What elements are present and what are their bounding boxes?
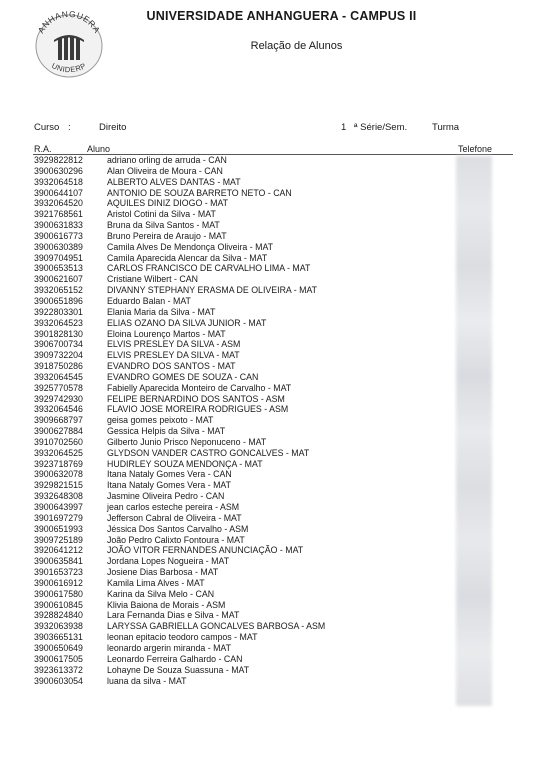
student-name: Josiene Dias Barbosa - MAT xyxy=(107,567,219,578)
student-ra: 3932064545 xyxy=(34,371,83,382)
table-row xyxy=(34,231,514,242)
student-name: JOÃO VITOR FERNANDES ANUNCIAÇÃO - MAT xyxy=(107,545,304,556)
table-row xyxy=(34,513,514,524)
student-name: Jordana Lopes Nogueira - MAT xyxy=(107,556,230,567)
table-row xyxy=(34,589,514,600)
student-ra: 3932065152 xyxy=(34,285,83,296)
student-ra: 3900631833 xyxy=(34,220,83,231)
table-row xyxy=(34,632,514,643)
student-name: Bruno Pereira de Araujo - MAT xyxy=(107,230,227,241)
table-row xyxy=(34,307,514,318)
student-name: Camila Alves De Mendonça Oliveira - MAT xyxy=(107,241,274,252)
student-ra: 3909704951 xyxy=(34,252,83,263)
student-ra: 3900621607 xyxy=(34,274,83,285)
student-ra: 3932063938 xyxy=(34,621,83,632)
student-ra: 3900630296 xyxy=(34,165,83,176)
student-name: Eloina Lourenço Martos - MAT xyxy=(107,328,226,339)
student-ra: 3925770578 xyxy=(34,382,83,393)
student-ra: 3901828130 xyxy=(34,328,83,339)
table-row xyxy=(34,372,514,383)
student-ra: 3929822812 xyxy=(34,155,83,165)
student-ra: 3918750286 xyxy=(34,361,83,372)
student-name: João Pedro Calixto Fontoura - MAT xyxy=(107,534,245,545)
student-name: Aristol Cotini da Silva - MAT xyxy=(107,209,216,220)
student-name: Itana Nataly Gomes Vera - MAT xyxy=(107,480,232,491)
student-name: FELIPE BERNARDINO DOS SANTOS - ASM xyxy=(107,393,285,404)
student-ra: 3900632078 xyxy=(34,469,83,480)
student-ra: 3900610845 xyxy=(34,599,83,610)
table-row xyxy=(34,535,514,546)
student-name: HUDIRLEY SOUZA MENDONÇA - MAT xyxy=(107,458,263,469)
table-row xyxy=(34,491,514,502)
table-row xyxy=(34,459,514,470)
table-row xyxy=(34,578,514,589)
student-name: jean carlos esteche pereira - ASM xyxy=(107,502,240,512)
table-row xyxy=(34,329,514,340)
serie-number: 1 xyxy=(341,122,347,133)
student-name: Kamila Lima Alves - MAT xyxy=(107,577,205,588)
student-name: Karina da Silva Melo - CAN xyxy=(107,588,215,599)
student-ra: 3903665131 xyxy=(34,632,83,643)
curso-colon: : xyxy=(68,122,71,133)
student-ra: 3900617505 xyxy=(34,653,83,664)
table-row xyxy=(34,318,514,329)
table-row xyxy=(34,502,514,513)
student-ra: 3909725189 xyxy=(34,534,83,545)
student-ra: 3932064546 xyxy=(34,404,83,415)
table-row xyxy=(34,296,514,307)
table-row xyxy=(34,177,514,188)
table-row xyxy=(34,155,514,166)
student-name: EVANDRO DOS SANTOS - MAT xyxy=(107,361,236,372)
student-ra: 3900616773 xyxy=(34,230,83,241)
table-row xyxy=(34,361,514,372)
table-row xyxy=(34,437,514,448)
student-name: Elania Maria da Silva - MAT xyxy=(107,306,216,317)
student-ra: 3909732204 xyxy=(34,350,83,361)
student-ra: 3900643997 xyxy=(34,502,83,512)
table-row xyxy=(34,220,514,231)
student-name: Jasmine Oliveira Pedro - CAN xyxy=(107,491,225,502)
table-row xyxy=(34,610,514,621)
table-row xyxy=(34,545,514,556)
table-row xyxy=(34,404,514,415)
student-name: Eduardo Balan - MAT xyxy=(107,295,191,306)
student-name: ANTONIO DE SOUZA BARRETO NETO - CAN xyxy=(107,187,292,198)
table-row xyxy=(34,383,514,394)
student-ra: 3932064525 xyxy=(34,447,83,458)
table-row xyxy=(34,394,514,405)
student-ra: 3900653513 xyxy=(34,263,83,274)
student-ra: 3900603054 xyxy=(34,675,83,686)
student-name: Gilberto Junio Prisco Neponuceno - MAT xyxy=(107,436,267,447)
table-row xyxy=(34,665,514,676)
report-subtitle: Relação de Alunos xyxy=(250,40,343,52)
student-name: EVANDRO GOMES DE SOUZA - CAN xyxy=(107,371,259,382)
student-name: leonardo argerin miranda - MAT xyxy=(107,642,232,653)
student-ra: 3910702560 xyxy=(34,436,83,447)
curso-value: Direito xyxy=(99,122,127,133)
table-row xyxy=(34,350,514,361)
col-telefone-header: Telefone xyxy=(458,144,493,154)
student-ra: 3900651896 xyxy=(34,295,83,306)
student-ra: 3900617580 xyxy=(34,588,83,599)
student-name: ELIAS OZANO DA SILVA JUNIOR - MAT xyxy=(107,317,267,328)
student-ra: 3932648308 xyxy=(34,491,83,502)
table-row xyxy=(34,676,514,687)
student-ra: 3928824840 xyxy=(34,610,83,621)
student-name: Klivia Baiona de Morais - ASM xyxy=(107,599,226,610)
student-name: Lohayne De Souza Suassuna - MAT xyxy=(107,664,250,675)
student-ra: 3932064518 xyxy=(34,176,83,187)
student-name: Jefferson Cabral de Oliveira - MAT xyxy=(107,512,242,523)
student-name: Lara Fernanda Dias e Silva - MAT xyxy=(107,610,240,621)
student-ra: 3906700734 xyxy=(34,339,83,350)
table-row xyxy=(34,426,514,437)
table-row xyxy=(34,166,514,177)
student-name: LARYSSA GABRIELLA GONCALVES BARBOSA - ASM xyxy=(107,621,326,632)
student-name: DIVANNY STEPHANY ERASMA DE OLIVEIRA - MAT xyxy=(107,285,318,296)
student-ra: 3929742930 xyxy=(34,393,83,404)
student-name: CARLOS FRANCISCO DE CARVALHO LIMA - MAT xyxy=(107,263,311,274)
student-ra: 3900650649 xyxy=(34,642,83,653)
student-name: Leonardo Ferreira Galhardo - CAN xyxy=(107,653,243,664)
student-list xyxy=(34,155,514,686)
turma-label: Turma xyxy=(432,122,460,133)
table-row xyxy=(34,567,514,578)
student-ra: 3900627884 xyxy=(34,426,83,437)
curso-label: Curso xyxy=(34,122,60,133)
table-row xyxy=(34,448,514,459)
table-row xyxy=(34,263,514,274)
table-row xyxy=(34,274,514,285)
student-ra: 3929821515 xyxy=(34,480,83,491)
table-row xyxy=(34,654,514,665)
student-name: Fabielly Aparecida Monteiro de Carvalho - MAT xyxy=(107,382,292,393)
table-row xyxy=(34,469,514,480)
table-row xyxy=(34,242,514,253)
student-ra: 3900616912 xyxy=(34,577,83,588)
table-row xyxy=(34,198,514,209)
student-ra: 3920641212 xyxy=(34,545,83,556)
logo-bottom-text: UNIDERP xyxy=(50,60,88,75)
student-name: Gessica Helpis da Silva - MAT xyxy=(107,426,226,437)
table-row xyxy=(34,415,514,426)
serie-label: ª Série/Sem. xyxy=(354,122,408,133)
table-row xyxy=(34,339,514,350)
student-ra: 3900644107 xyxy=(34,187,83,198)
table-row xyxy=(34,480,514,491)
table-row xyxy=(34,600,514,611)
student-name: AQUILES DINIZ DIOGO - MAT xyxy=(107,198,229,209)
table-row xyxy=(34,253,514,264)
student-ra: 3900651993 xyxy=(34,523,83,534)
student-name: Itana Nataly Gomes Vera - CAN xyxy=(107,469,232,480)
table-row xyxy=(34,285,514,296)
student-name: luana da silva - MAT xyxy=(107,675,187,686)
col-aluno-header: Aluno xyxy=(87,144,111,154)
student-name: ALBERTO ALVES DANTAS - MAT xyxy=(107,176,241,187)
student-ra: 3909668797 xyxy=(34,415,83,426)
student-ra: 3901653723 xyxy=(34,567,83,578)
student-name: leonan epitacio teodoro campos - MAT xyxy=(107,632,258,643)
student-name: FLAVIO JOSE MOREIRA RODRIGUES - ASM xyxy=(107,404,289,415)
student-ra: 3923613372 xyxy=(34,664,83,675)
student-ra: 3932064523 xyxy=(34,317,83,328)
student-name: GLYDSON VANDER CASTRO GONCALVES - MAT xyxy=(107,447,310,458)
student-name: ELVIS PRESLEY DA SILVA - MAT xyxy=(107,350,240,361)
student-name: Alan Oliveira de Moura - CAN xyxy=(107,165,223,176)
student-name: Bruna da Silva Santos - MAT xyxy=(107,220,220,231)
student-ra: 3900635841 xyxy=(34,556,83,567)
student-name: adriano orling de arruda - CAN xyxy=(107,155,227,165)
student-name: geisa gomes peixoto - MAT xyxy=(107,415,214,426)
logo-top-text: ANHANGUERA xyxy=(35,10,103,35)
table-row xyxy=(34,188,514,199)
col-ra-header: R.A. xyxy=(34,144,52,154)
table-row xyxy=(34,209,514,220)
student-ra: 3932064520 xyxy=(34,198,83,209)
student-name: Camila Aparecida Alencar da Silva - MAT xyxy=(107,252,268,263)
student-ra: 3923718769 xyxy=(34,458,83,469)
student-name: Jéssica Dos Santos Carvalho - ASM xyxy=(107,523,249,534)
student-name: Cristiane Wilbert - CAN xyxy=(107,274,198,285)
student-ra: 3900630389 xyxy=(34,241,83,252)
student-name: ELVIS PRESLEY DA SILVA - ASM xyxy=(107,339,241,350)
table-row xyxy=(34,643,514,654)
table-row xyxy=(34,524,514,535)
student-ra: 3922803301 xyxy=(34,306,83,317)
student-ra: 3901697279 xyxy=(34,512,83,523)
student-ra: 3921768561 xyxy=(34,209,83,220)
table-row xyxy=(34,556,514,567)
table-row xyxy=(34,621,514,632)
university-title: UNIVERSIDADE ANHANGUERA - CAMPUS II xyxy=(146,9,417,23)
